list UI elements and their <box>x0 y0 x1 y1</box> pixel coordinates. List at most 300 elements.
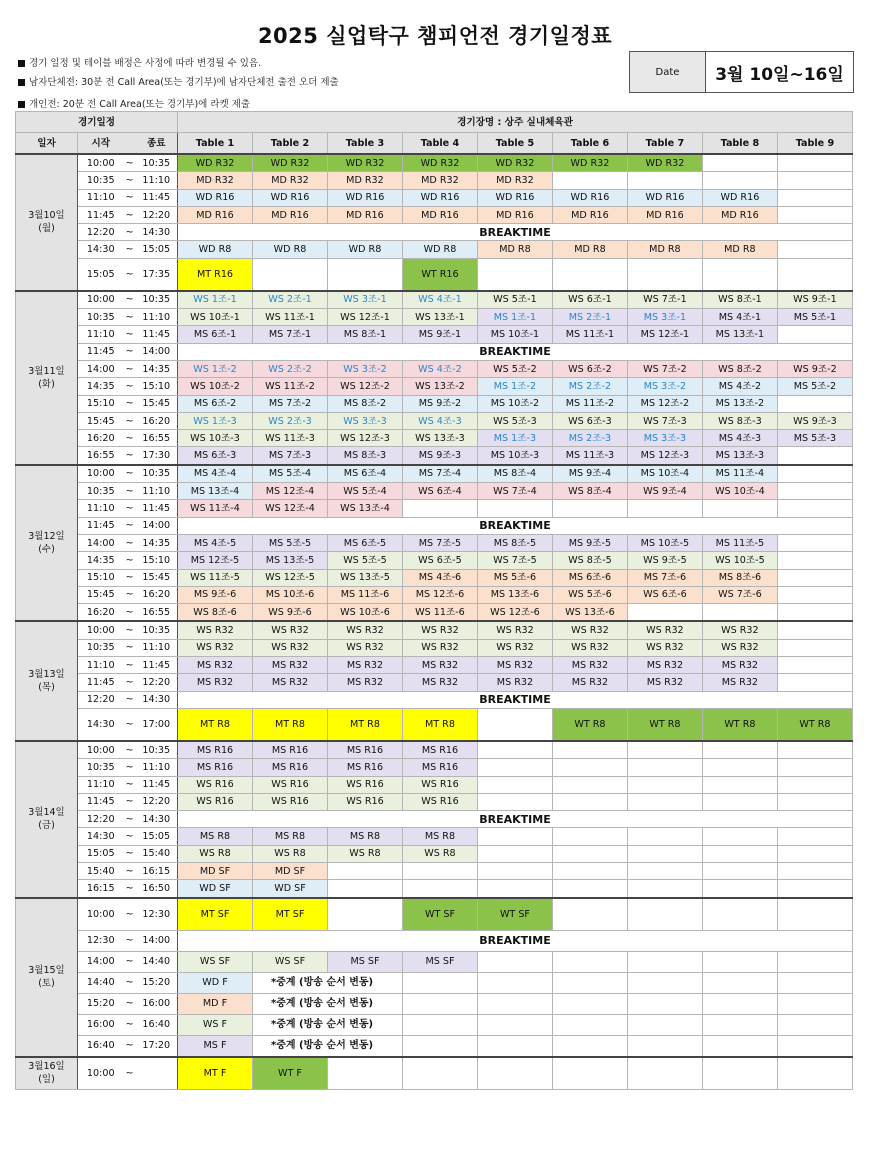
match-cell: WS 6조-2 <box>552 360 627 377</box>
start-time: 14:00 <box>78 534 124 551</box>
breaktime-cell: BREAKTIME <box>178 517 853 534</box>
match-cell: WS R32 <box>253 639 328 656</box>
end-time: 16:40 <box>136 1014 178 1035</box>
table-header: Table 1 <box>178 133 253 155</box>
match-cell: WS R32 <box>402 639 477 656</box>
tilde: ~ <box>124 291 136 309</box>
tilde: ~ <box>124 674 136 691</box>
match-cell: WD R8 <box>327 241 402 258</box>
match-cell: MS 9조-1 <box>402 326 477 343</box>
empty-cell <box>777 154 852 172</box>
schedule-row <box>16 759 853 776</box>
end-time: 16:55 <box>136 604 178 622</box>
bullet-square-icon <box>18 60 25 67</box>
match-cell: WS 4조-3 <box>402 412 477 429</box>
empty-cell <box>552 898 627 931</box>
match-cell: MD R16 <box>178 206 253 223</box>
match-cell: WS 6조-5 <box>402 552 477 569</box>
match-cell: WS 9조-3 <box>777 412 852 429</box>
end-time: 10:35 <box>136 154 178 172</box>
match-cell: MS SF <box>327 951 402 972</box>
tilde: ~ <box>124 360 136 377</box>
match-cell: WD SF <box>253 880 328 898</box>
match-cell: WS 7조-3 <box>627 412 702 429</box>
schedule-row <box>16 951 853 972</box>
tilde: ~ <box>124 708 136 741</box>
match-cell: MD R16 <box>402 206 477 223</box>
note-2: 남자단체전: 30분 전 Call Area(또는 경기부)에 남자단체전 출전 오더 제출 <box>18 74 339 88</box>
empty-cell <box>552 759 627 776</box>
match-cell: WS 12조-2 <box>327 378 402 395</box>
schedule-row <box>16 465 853 483</box>
schedule-row <box>16 845 853 862</box>
end-time: 15:45 <box>136 395 178 412</box>
start-time: 12:20 <box>78 691 124 708</box>
empty-cell <box>777 951 852 972</box>
table-header: Table 4 <box>402 133 477 155</box>
match-cell: WD R16 <box>477 189 552 206</box>
tilde: ~ <box>124 993 136 1014</box>
empty-cell <box>627 793 702 810</box>
match-cell: MS R16 <box>327 741 402 759</box>
schedule-row <box>16 972 853 993</box>
empty-cell <box>702 845 777 862</box>
tilde: ~ <box>124 639 136 656</box>
match-cell: MS 10조-6 <box>253 586 328 603</box>
match-cell: MS 1조-2 <box>477 378 552 395</box>
match-cell: WS 6조-6 <box>627 586 702 603</box>
schedule-row <box>16 569 853 586</box>
match-cell: MS F <box>178 1035 253 1057</box>
empty-cell <box>702 172 777 189</box>
empty-cell <box>552 1014 627 1035</box>
end-time: 11:45 <box>136 189 178 206</box>
empty-cell <box>702 759 777 776</box>
empty-cell <box>702 258 777 291</box>
end-time: 15:05 <box>136 828 178 845</box>
end-header: 종료 <box>136 133 178 155</box>
match-cell: WS 4조-2 <box>402 360 477 377</box>
start-time: 12:30 <box>78 930 124 951</box>
end-time: 16:20 <box>136 586 178 603</box>
match-cell: WS 6조-4 <box>402 483 477 500</box>
match-cell: MT R8 <box>327 708 402 741</box>
start-time: 15:40 <box>78 862 124 879</box>
match-cell: WS R32 <box>627 639 702 656</box>
match-cell: MS R32 <box>702 657 777 674</box>
tilde: ~ <box>124 430 136 447</box>
match-cell: WD R16 <box>627 189 702 206</box>
empty-cell <box>627 604 702 622</box>
match-cell: MD R16 <box>477 206 552 223</box>
end-time: 14:00 <box>136 343 178 360</box>
schedule-row <box>16 309 853 326</box>
match-cell: MS 10조-1 <box>477 326 552 343</box>
bullet-square-icon <box>18 79 25 86</box>
empty-cell <box>627 500 702 517</box>
match-cell: MS 13조-6 <box>477 586 552 603</box>
match-cell: MS 1조-1 <box>477 309 552 326</box>
match-cell: WS 10조-2 <box>178 378 253 395</box>
match-cell: MS R32 <box>702 674 777 691</box>
match-cell: WS 8조-4 <box>552 483 627 500</box>
broadcast-note: *중계 (방송 순서 변동) <box>253 972 403 993</box>
match-cell: WT R8 <box>552 708 627 741</box>
empty-cell <box>477 776 552 793</box>
match-cell: MS 9조-3 <box>402 447 477 465</box>
match-cell: MS 5조-2 <box>777 378 852 395</box>
match-cell: MD R8 <box>552 241 627 258</box>
start-time: 12:20 <box>78 811 124 828</box>
empty-cell <box>777 483 852 500</box>
end-time: 11:45 <box>136 326 178 343</box>
empty-cell <box>627 776 702 793</box>
empty-cell <box>702 828 777 845</box>
empty-cell <box>702 154 777 172</box>
match-cell: WS 13조-1 <box>402 309 477 326</box>
match-cell: MS 11조-3 <box>552 447 627 465</box>
tilde: ~ <box>124 378 136 395</box>
table-header: Table 5 <box>477 133 552 155</box>
empty-cell <box>552 862 627 879</box>
match-cell: MS R8 <box>402 828 477 845</box>
match-cell: WD R32 <box>402 154 477 172</box>
match-cell: WS 7조-5 <box>477 552 552 569</box>
tilde: ~ <box>124 828 136 845</box>
tilde: ~ <box>124 517 136 534</box>
date-box <box>629 51 854 93</box>
start-time: 11:45 <box>78 674 124 691</box>
match-cell: MD R16 <box>627 206 702 223</box>
match-cell: MS 12조-1 <box>627 326 702 343</box>
empty-cell <box>402 993 477 1014</box>
match-cell: MS 11조-1 <box>552 326 627 343</box>
match-cell: WS 1조-3 <box>178 412 253 429</box>
match-cell: WS 8조-2 <box>702 360 777 377</box>
match-cell: MS 5조-4 <box>253 465 328 483</box>
schedule-row <box>16 360 853 377</box>
tilde: ~ <box>124 811 136 828</box>
empty-cell <box>777 759 852 776</box>
empty-cell <box>777 972 852 993</box>
start-time: 15:20 <box>78 993 124 1014</box>
match-cell: MS 7조-5 <box>402 534 477 551</box>
schedule-header: 경기일정 <box>16 112 178 133</box>
table-header: Table 7 <box>627 133 702 155</box>
start-time: 11:10 <box>78 776 124 793</box>
start-time: 11:45 <box>78 343 124 360</box>
empty-cell <box>702 741 777 759</box>
schedule-row <box>16 1014 853 1035</box>
match-cell: WS 11조-2 <box>253 378 328 395</box>
end-time <box>136 1057 178 1090</box>
empty-cell <box>477 828 552 845</box>
match-cell: WS 10조-6 <box>327 604 402 622</box>
empty-cell <box>627 1014 702 1035</box>
match-cell: WD R8 <box>253 241 328 258</box>
match-cell: MS R32 <box>402 674 477 691</box>
empty-cell <box>702 500 777 517</box>
empty-cell <box>777 657 852 674</box>
tilde: ~ <box>124 1014 136 1035</box>
end-time: 10:35 <box>136 465 178 483</box>
match-cell: MS 13조-3 <box>702 447 777 465</box>
schedule-row <box>16 552 853 569</box>
empty-cell <box>777 1057 852 1090</box>
tilde: ~ <box>124 154 136 172</box>
start-time: 10:35 <box>78 483 124 500</box>
empty-cell <box>627 1057 702 1090</box>
match-cell: MS R32 <box>327 674 402 691</box>
match-cell: WS 12조-6 <box>477 604 552 622</box>
match-cell: WS 10조-4 <box>702 483 777 500</box>
start-time: 16:15 <box>78 880 124 898</box>
empty-cell <box>702 880 777 898</box>
match-cell: WS 10조-3 <box>178 430 253 447</box>
match-cell: WS R8 <box>327 845 402 862</box>
breaktime-cell: BREAKTIME <box>178 691 853 708</box>
schedule-row <box>16 691 853 708</box>
match-cell: WD R32 <box>477 154 552 172</box>
match-cell: MS 10조-5 <box>627 534 702 551</box>
tilde: ~ <box>124 465 136 483</box>
match-cell: WS 13조-2 <box>402 378 477 395</box>
match-cell: WS 5조-6 <box>552 586 627 603</box>
tilde: ~ <box>124 395 136 412</box>
schedule-row <box>16 241 853 258</box>
match-cell: MT SF <box>253 898 328 931</box>
match-cell: WS 3조-1 <box>327 291 402 309</box>
empty-cell <box>627 1035 702 1057</box>
match-cell: MS 6조-2 <box>178 395 253 412</box>
tilde: ~ <box>124 206 136 223</box>
match-cell: MS 1조-3 <box>477 430 552 447</box>
match-cell: MS R32 <box>627 657 702 674</box>
schedule-row <box>16 206 853 223</box>
end-time: 17:20 <box>136 1035 178 1057</box>
match-cell: MS 5조-1 <box>777 309 852 326</box>
empty-cell <box>777 465 852 483</box>
empty-cell <box>702 1057 777 1090</box>
match-cell: MS 8조-3 <box>327 447 402 465</box>
schedule-row <box>16 586 853 603</box>
match-cell: WS R32 <box>702 639 777 656</box>
end-time: 15:05 <box>136 241 178 258</box>
empty-cell <box>627 759 702 776</box>
match-cell: MS 6조-1 <box>178 326 253 343</box>
match-cell: WS 11조-4 <box>178 500 253 517</box>
match-cell: MS R32 <box>552 674 627 691</box>
start-time: 16:00 <box>78 1014 124 1035</box>
match-cell: WS 7조-4 <box>477 483 552 500</box>
end-time: 11:45 <box>136 657 178 674</box>
match-cell: MS 12조-2 <box>627 395 702 412</box>
match-cell: MS R32 <box>253 657 328 674</box>
empty-cell <box>253 258 328 291</box>
schedule-row <box>16 189 853 206</box>
empty-cell <box>777 241 852 258</box>
schedule-row <box>16 224 853 241</box>
match-cell: WS R16 <box>253 776 328 793</box>
schedule-row <box>16 898 853 931</box>
schedule-row <box>16 639 853 656</box>
tilde: ~ <box>124 586 136 603</box>
start-time: 14:30 <box>78 828 124 845</box>
empty-cell <box>777 586 852 603</box>
schedule-row <box>16 172 853 189</box>
match-cell: WS R8 <box>402 845 477 862</box>
end-time: 14:35 <box>136 360 178 377</box>
empty-cell <box>477 258 552 291</box>
end-time: 14:30 <box>136 224 178 241</box>
match-cell: WS 5조-3 <box>477 412 552 429</box>
day-cell: 3월10일 (월) <box>16 154 78 291</box>
match-cell: WS R16 <box>402 776 477 793</box>
match-cell: WS 11조-6 <box>402 604 477 622</box>
start-time: 11:10 <box>78 657 124 674</box>
end-time: 17:35 <box>136 258 178 291</box>
broadcast-note: *중계 (방송 순서 변동) <box>253 1014 403 1035</box>
match-cell: MD R32 <box>402 172 477 189</box>
header-row-2 <box>16 133 853 155</box>
match-cell: WS 11조-1 <box>253 309 328 326</box>
empty-cell <box>552 951 627 972</box>
empty-cell <box>777 552 852 569</box>
empty-cell <box>552 993 627 1014</box>
day-cell: 3월11일 (화) <box>16 291 78 465</box>
empty-cell <box>627 172 702 189</box>
match-cell: MS 8조-2 <box>327 395 402 412</box>
tilde: ~ <box>124 500 136 517</box>
match-cell: MS 6조-5 <box>327 534 402 551</box>
match-cell: WS 7조-6 <box>702 586 777 603</box>
match-cell: WS 5조-1 <box>477 291 552 309</box>
match-cell: WS 10조-5 <box>702 552 777 569</box>
schedule-row <box>16 741 853 759</box>
match-cell: WS SF <box>178 951 253 972</box>
schedule-row <box>16 621 853 639</box>
match-cell: MS 4조-5 <box>178 534 253 551</box>
match-cell: WS 12조-5 <box>253 569 328 586</box>
day-cell: 3월15일 (토) <box>16 898 78 1057</box>
match-cell: WS 3조-3 <box>327 412 402 429</box>
match-cell: MS 9조-6 <box>178 586 253 603</box>
match-cell: WS R16 <box>253 793 328 810</box>
empty-cell <box>552 500 627 517</box>
empty-cell <box>627 845 702 862</box>
match-cell: MS 7조-3 <box>253 447 328 465</box>
match-cell: WS R16 <box>327 793 402 810</box>
empty-cell <box>777 1035 852 1057</box>
empty-cell <box>777 880 852 898</box>
tilde: ~ <box>124 309 136 326</box>
match-cell: MD R16 <box>327 206 402 223</box>
date-value: 3월 10일~16일 <box>715 64 844 85</box>
empty-cell <box>552 741 627 759</box>
match-cell: WS 8조-6 <box>178 604 253 622</box>
match-cell: WS 13조-6 <box>552 604 627 622</box>
schedule-row <box>16 412 853 429</box>
empty-cell <box>627 993 702 1014</box>
match-cell: MS 9조-2 <box>402 395 477 412</box>
day-cell: 3월14일 (금) <box>16 741 78 898</box>
match-cell: MS 8조-5 <box>477 534 552 551</box>
match-cell: WS 13조-3 <box>402 430 477 447</box>
schedule-row <box>16 793 853 810</box>
match-cell: WS 1조-2 <box>178 360 253 377</box>
match-cell: WT F <box>253 1057 328 1090</box>
match-cell: MD R32 <box>327 172 402 189</box>
empty-cell <box>777 569 852 586</box>
start-time: 15:45 <box>78 586 124 603</box>
start-time: 11:45 <box>78 517 124 534</box>
match-cell: WD F <box>178 972 253 993</box>
match-cell: MS 4조-2 <box>702 378 777 395</box>
schedule-row <box>16 154 853 172</box>
match-cell: MS 12조-4 <box>253 483 328 500</box>
empty-cell <box>627 898 702 931</box>
empty-cell <box>552 258 627 291</box>
match-cell: MS 11조-4 <box>702 465 777 483</box>
start-time: 10:00 <box>78 1057 124 1090</box>
start-time: 10:00 <box>78 898 124 931</box>
empty-cell <box>702 972 777 993</box>
tilde: ~ <box>124 862 136 879</box>
note-3: 개인전: 20분 전 Call Area(또는 경기부)에 라켓 제출 <box>18 96 250 110</box>
match-cell: MT R16 <box>178 258 253 291</box>
match-cell: MD R16 <box>253 206 328 223</box>
empty-cell <box>702 793 777 810</box>
match-cell: WS 6조-1 <box>552 291 627 309</box>
breaktime-cell: BREAKTIME <box>178 811 853 828</box>
match-cell: WD R16 <box>402 189 477 206</box>
match-cell: WS 3조-2 <box>327 360 402 377</box>
end-time: 12:20 <box>136 206 178 223</box>
match-cell: WS 9조-1 <box>777 291 852 309</box>
table-header: Table 3 <box>327 133 402 155</box>
empty-cell <box>477 845 552 862</box>
end-time: 11:45 <box>136 776 178 793</box>
match-cell: WS 8조-3 <box>702 412 777 429</box>
match-cell: MS 12조-5 <box>178 552 253 569</box>
match-cell: WD R32 <box>253 154 328 172</box>
start-time: 16:55 <box>78 447 124 465</box>
match-cell: WS R32 <box>627 621 702 639</box>
match-cell: WS 13조-5 <box>327 569 402 586</box>
schedule-row <box>16 811 853 828</box>
match-cell: MS R8 <box>327 828 402 845</box>
match-cell: WD R8 <box>178 241 253 258</box>
page-title: 2025 실업탁구 챔피언전 경기일정표 <box>257 24 613 48</box>
empty-cell <box>327 880 402 898</box>
empty-cell <box>552 972 627 993</box>
match-cell: WS R32 <box>327 639 402 656</box>
tilde: ~ <box>124 657 136 674</box>
schedule-row <box>16 430 853 447</box>
end-time: 15:40 <box>136 845 178 862</box>
venue-header: 경기장명 : 상주 실내체육관 <box>178 112 853 133</box>
match-cell: MD R8 <box>627 241 702 258</box>
schedule-row <box>16 1057 853 1090</box>
tilde: ~ <box>124 972 136 993</box>
match-cell: MS 5조-5 <box>253 534 328 551</box>
match-cell: MS 3조-3 <box>627 430 702 447</box>
schedule-row <box>16 395 853 412</box>
match-cell: WS 2조-3 <box>253 412 328 429</box>
end-time: 14:35 <box>136 534 178 551</box>
match-cell: MS R16 <box>253 741 328 759</box>
match-cell: WS R32 <box>477 639 552 656</box>
